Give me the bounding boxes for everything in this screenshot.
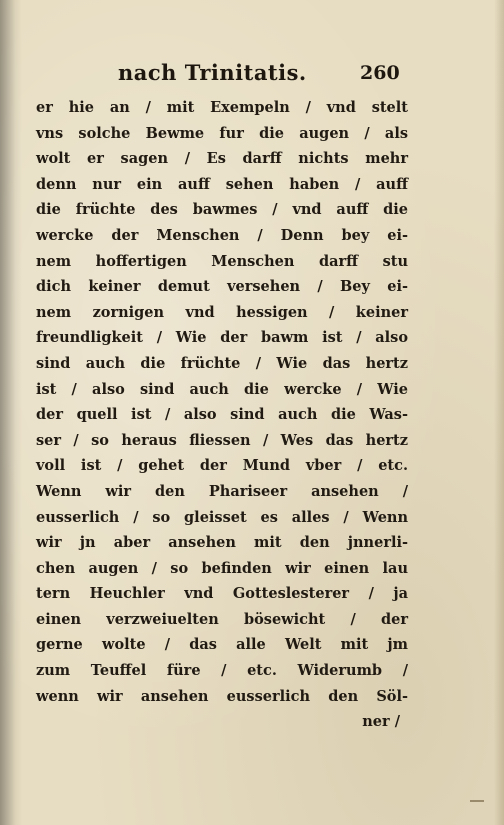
margin-mark	[470, 800, 484, 802]
running-head: nach Trinitatis.	[118, 60, 307, 85]
gutter-shadow	[0, 0, 22, 825]
text-line: nem zornigen vnd hessigen / keiner	[36, 303, 408, 321]
text-line: nem hoffertigen Menschen darff stu	[36, 252, 408, 270]
text-line: dich keiner demut versehen / Bey ei-	[36, 278, 408, 296]
text-line: die früchte des bawmes / vnd auff die	[36, 201, 408, 219]
text-line: wercke der Menschen / Denn bey ei-	[36, 226, 408, 244]
catchword: ner /	[362, 713, 400, 731]
text-line: wenn wir ansehen eusserlich den Söl-	[36, 687, 408, 705]
text-line: zum Teuffel füre / etc. Widerumb /	[36, 662, 408, 680]
text-line: Wenn wir den Phariseer ansehen /	[36, 482, 408, 500]
text-line: ist / also sind auch die wercke / Wie	[36, 380, 408, 398]
text-line: freundligkeit / Wie der bawm ist / also	[36, 329, 408, 347]
page-header	[0, 60, 504, 94]
body-text	[36, 95, 408, 735]
text-line: der quell ist / also sind auch die Was-	[36, 406, 408, 424]
text-line: voll ist / gehet der Mund vber / etc.	[36, 457, 408, 475]
text-line: eusserlich / so gleisset es alles / Wenn	[36, 508, 408, 526]
text-line: sind auch die früchte / Wie das hertz	[36, 354, 408, 372]
text-line: denn nur ein auff sehen haben / auff	[36, 175, 408, 193]
page-number: 260	[360, 62, 400, 84]
text-line: vns solche Bewme fur die augen / als	[36, 124, 408, 142]
text-line: er hie an / mit Exempeln / vnd stelt	[36, 99, 408, 116]
text-line: wolt er sagen / Es darff nichts mehr	[36, 150, 408, 168]
text-line: ser / so heraus fliessen / Wes das hertz	[36, 431, 408, 449]
text-line: tern Heuchler vnd Gotteslesterer / ja	[36, 585, 408, 603]
text-line: gerne wolte / das alle Welt mit jm	[36, 636, 408, 654]
text-line: einen verzweiuelten bösewicht / der	[36, 610, 408, 628]
text-line: wir jn aber ansehen mit den jnnerli-	[36, 534, 408, 552]
text-line: chen augen / so befinden wir einen lau	[36, 559, 408, 577]
page-edge	[494, 0, 504, 825]
